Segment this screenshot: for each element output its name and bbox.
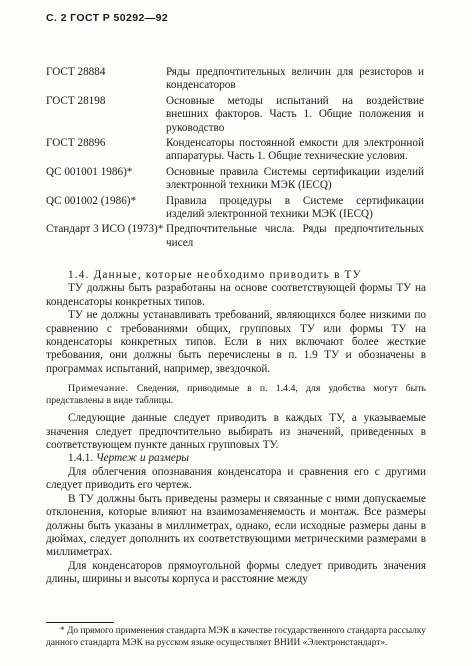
section-title: Данные, которые необходимо приводить в ТУ xyxy=(93,269,362,281)
reference-row xyxy=(46,137,424,164)
reference-row xyxy=(46,66,424,93)
paragraph: Для облегчения опознавания конденсатора и сравнения его с другими следует приводить его чертеж. xyxy=(46,465,426,492)
note xyxy=(46,383,426,407)
reference-title: Предпочтительные числа. Ряды предпочтительных чисел xyxy=(166,223,424,249)
footnote-divider xyxy=(46,622,114,623)
body-text xyxy=(46,269,426,587)
reference-title: Основные правила Системы сертификации изделий электронной техники МЭК (IECQ) xyxy=(166,165,424,192)
page-header: С. 2 ГОСТ Р 50292—92 xyxy=(46,12,169,24)
subsection-number: 1.4.1. xyxy=(68,452,94,465)
note-text: Сведения, приводимые в п. 1.4.4, для удобства могут быть представлены в виде таблицы. xyxy=(46,383,426,407)
reference-title: Конденсаторы постоянной емкости для электронной аппаратуры. Часть 1. Общие технические условия. xyxy=(166,137,424,163)
section-heading xyxy=(46,269,426,282)
reference-row xyxy=(46,166,424,193)
reference-title: Ряды предпочтительных величин для резисторов и конденсаторов xyxy=(166,66,424,92)
reference-row xyxy=(46,95,424,135)
reference-row xyxy=(46,195,424,222)
paragraph: Следующие данные следует приводить в каждых ТУ, а указываемые значения следует предпочтительно выбирать из значений, приведенных в соответствующем пункте данных групповых ТУ. xyxy=(46,412,426,452)
reference-code: QC 001002 (1986)* xyxy=(46,194,137,207)
reference-code: ГОСТ 28896 xyxy=(46,137,106,150)
paragraph: В ТУ должны быть приведены размеры и связанные с ними допускаемые отклонения, которые влияют на взаимозаменяемость и монтаж. Все размеры должны быть указаны в миллиметрах, однако, если исходные размеры даны в дюймах, следует дополнить их соответствующими метрическими размерами в миллиметрах. xyxy=(46,492,426,559)
reference-code: ГОСТ 28198 xyxy=(46,94,106,107)
section-number: 1.4. xyxy=(68,269,90,281)
subsection-title: Чертеж и размеры xyxy=(95,452,189,465)
subsection-heading xyxy=(46,452,426,465)
footnote: * До прямого применения стандарта МЭК в качестве государственного стандарта рассылку данного стандарта МЭК на русском языке осуществляет ВНИИ «Электронстандарт». xyxy=(46,626,426,648)
reference-list xyxy=(46,66,424,252)
reference-title: Основные методы испытаний на воздействие внешних факторов. Часть 1. Общие положения и руководство xyxy=(166,94,424,134)
reference-code: ГОСТ 28884 xyxy=(46,66,106,78)
reference-code: QC 001001 1986)* xyxy=(46,165,133,178)
paragraph: ТУ не должны устанавливать требований, являющихся более низкими по сравнению с требованиями общих, групповых ТУ или формы ТУ на конденсаторы конкретных типов. Если в них включают более жесткие требования, они должны быть перечислены в п. 1.9 ТУ и обозначены в программах испытаний, например, звездочкой. xyxy=(46,309,426,375)
reference-row xyxy=(46,223,424,250)
paragraph: ТУ должны быть разработаны на основе соответствующей формы ТУ на конденсаторы конкретных типов. xyxy=(46,282,426,308)
paragraph: Для конденсаторов прямоугольной формы следует приводить значения длины, ширины и высоты корпуса и расстояние между xyxy=(46,559,426,586)
reference-title: Правила процедуры в Системе сертификации изделий электронной техники МЭК (IECQ) xyxy=(166,194,424,221)
reference-code: Стандарт 3 ИСО (1973)* xyxy=(46,223,164,236)
note-label: Примечание. xyxy=(68,383,129,395)
